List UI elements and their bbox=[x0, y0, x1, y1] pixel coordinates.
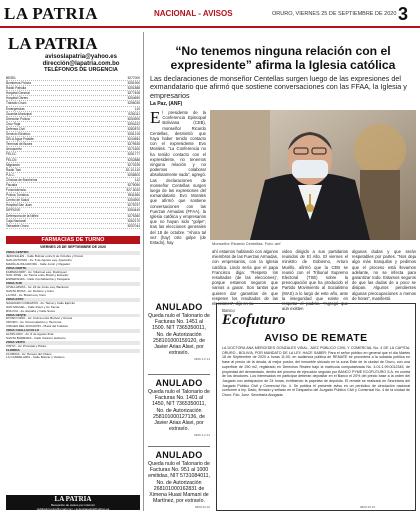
phone-number[interactable]: 5251888 bbox=[127, 86, 140, 91]
phone-number[interactable]: 5254440 bbox=[127, 208, 140, 213]
bank-logo-prefix: Banco bbox=[222, 308, 235, 313]
phone-label: Hospital General bbox=[6, 91, 30, 96]
bishop-photo-illustration bbox=[210, 110, 416, 240]
auction-body: LA DOCTORA ANA MERCEDES GONZALES VIDAL, JUEZ PÚBLICO CIVIL Y COMERCIAL No. 4 DE LA CAPITAL ORURO - BOLIVIA, POR MANDATO DE LA LEY, HACE SABER: Para el señor público en general que el día Martes 18 de Septiembre de 2020 a horas 11:00, en audiencia pública de REMATE se procederá a la subasta pública en base al precio de la deuda, al mejor postor, del inmueble ubicado en la zona Este de la ciudad de Oruro, con una superficie de 250 m2, registrado en Derechos Reales bajo la matrícula computarizada No. 4.01.1.99.0012345, de propiedad del demandado, dentro del proceso de ejecución seguido por BANCO PYME ECOFUTURO S.A. en contra de los deudores. Los interesados en participar deberán depositar en el Banco el 20% del precio base a la orden del Juzgado con anticipación de 24 horas, exhibiendo la papeleta de depósito. El remate se realizará en Secretaría del Juzgado Público Civil y Comercial No. 4. Se publica el presente aviso en un periódico de circulación nacional conforme a ley. Dado, firmado y sellado en el Despacho del Juzgado Público Civil y Comercial No. 4 de la ciudad de Oruro. Fdo. Juez. Secretaria Abogada. bbox=[222, 346, 410, 398]
article-lead: Las declaraciones de monseñor Centellas surgen luego de las expresiones del exmandatario que afirmó que sostiene conversaciones con las FFAA, la Iglesia y empresarios bbox=[150, 74, 407, 100]
phone-label: Hospital Obrero bbox=[6, 96, 29, 101]
phone-label: Clínicas de Bomberos bbox=[6, 177, 38, 182]
footer-text-2: publiquimyotro@gmail.com • avisoslapatria@yahoo.es bbox=[36, 507, 110, 511]
phone-label: Fonoviolencia bbox=[6, 188, 26, 193]
pharmacy-item: LA PAZ - Av. Brasil esq. Caro bbox=[6, 292, 46, 297]
phone-label: Dirección Policía bbox=[6, 116, 30, 121]
pharmacy-item: ALTIPLANO - Av. 6 de Agosto final bbox=[6, 332, 54, 337]
phone-label: Guardia Municipal bbox=[6, 111, 32, 116]
phone-label: Servicio Eléctrico bbox=[6, 132, 31, 137]
pharmacy-item: SANTA BÁRBARA - Calle Velasco Galvarro bbox=[6, 335, 66, 340]
pharmacy-item: JERUSALÉN - Calle Bolívar entre 6 de Octubre y Potosí bbox=[6, 253, 84, 258]
article-column-2: ahí estamos hablando con algunos miembros de las Fuerzas Armadas, con empresarios, con la Iglesia católica. Lindo sería que el papa Francisco diga: ‘Respeto los resultados (de las elecciones)’, porque estamos seguros que vamos a ganar. Son tantos que quieren dar garantías de que respeten los resultados de las elecciones”, dijo en su bbox=[212, 249, 278, 307]
phone-number[interactable]: 5254900 bbox=[127, 116, 140, 121]
phone-number[interactable]: 5244554 bbox=[127, 137, 140, 142]
pharmacy-item: ESPERANZA - Calle Cochabamba y Tarapacá bbox=[6, 277, 70, 282]
phone-number[interactable]: 112 bbox=[134, 177, 140, 182]
footer-title: LA PATRIA bbox=[54, 495, 92, 503]
phone-label: Defensa Civil bbox=[6, 126, 25, 131]
phone-number[interactable]: 5251900 bbox=[127, 81, 140, 86]
phone-number[interactable]: 110 bbox=[134, 106, 140, 111]
phone-label: Centro de Salud bbox=[6, 198, 30, 203]
column-1-text: l presidente de la Conferencia Episcopal Boliviana (CEB), monseñor Ricardo Centellas, desmintió que haya haber tenido contacto con el expresidente Evo Morales. “La Conferencia no ha tenido contacto con el expresidente, no tenemos ninguna relación y no podemos colaborar absolutamente nada”, agregó. Las declaraciones de monseñor Centellas surgen luego de las expresiones del exmandatario Evo Morales que afirmó que sostiene conversaciones con las Fuerzas Armadas (FFAA), la Iglesia católica y empresarios que no hayan sido “golpe”, tras las elecciones generales del 18 de octubre. “Ahora tal vez (hay) otro golpe (de Estado), hay bbox=[150, 110, 206, 246]
phone-number[interactable]: 52-10-110 bbox=[125, 167, 140, 172]
pharmacy-item: LA CANDELARIA - Calle Bolívar y Velasco bbox=[6, 355, 65, 360]
phones-title: TELÉFONOS DE URGENCIA bbox=[44, 67, 118, 73]
phone-number[interactable]: 5270239 bbox=[127, 162, 140, 167]
bank-logo bbox=[222, 308, 316, 328]
phone-label: DIPROVE bbox=[6, 208, 21, 213]
notice-ref: 0309 1-2 14 bbox=[193, 357, 210, 362]
notice-annulled-1 bbox=[148, 302, 210, 361]
phone-number[interactable]: 5277408 bbox=[127, 91, 140, 96]
pharmacy-zone: ZONA OESTE bbox=[6, 314, 140, 318]
pharmacy-zone: FLORIDA bbox=[6, 349, 140, 353]
email-link-2[interactable]: dirección@lapatria.com.bo bbox=[42, 61, 120, 67]
phone-number[interactable]: 5251215 bbox=[127, 132, 140, 137]
notice-title: ANULADO bbox=[155, 378, 203, 388]
phone-label: FELCC bbox=[6, 152, 17, 157]
section-label: NACIONAL - AVISOS bbox=[154, 9, 233, 18]
phone-label: Caja Nacional bbox=[6, 218, 26, 223]
phone-label: Telecable Oruro bbox=[6, 223, 29, 228]
phone-number[interactable]: 5262170 bbox=[127, 218, 140, 223]
pharmacy-item: MARÍA AUXILIADORA - Calle Junín y Pagador bbox=[6, 261, 71, 266]
phone-number[interactable]: 5251111 bbox=[128, 111, 140, 116]
phone-number[interactable]: 5282870 bbox=[127, 126, 140, 131]
phone-label: Radio Patrulla bbox=[6, 86, 27, 91]
pharmacy-header: FARMACIAS DE TURNO bbox=[6, 236, 140, 244]
sidebar-footer bbox=[6, 495, 140, 510]
phone-label: Radio Taxi bbox=[6, 167, 21, 172]
phone-label: P.A.C. bbox=[6, 172, 15, 177]
notice-annulled-2 bbox=[148, 378, 210, 437]
phone-label: Aeropuerto bbox=[6, 147, 22, 152]
drop-cap: E bbox=[150, 108, 161, 127]
phone-number[interactable]: 5258500 bbox=[127, 172, 140, 177]
auction-title: AVISO DE REMATE bbox=[264, 332, 368, 344]
pharmacy-date: VIERNES 25 DE SEPTIEMBRE DE 2020 bbox=[39, 245, 107, 249]
photo-caption: Monseñor Ricardo Centellas. Foto: anf bbox=[212, 241, 281, 246]
pharmacy-item: FARMACORP - Av. Villarroel esq. Rodríguez bbox=[6, 269, 67, 274]
pharmacy-zone: ZONA VINTO bbox=[6, 341, 140, 345]
phone-number[interactable]: 5275757 bbox=[127, 203, 140, 208]
phone-number[interactable]: 5257044 bbox=[127, 223, 140, 228]
email-link-1[interactable]: avisoslapatria@yahoo.es bbox=[45, 54, 117, 60]
phone-number[interactable]: 5271600 bbox=[127, 147, 140, 152]
sidebar-logo: LA PATRIA bbox=[8, 34, 98, 53]
bank-logo-name: Ecofuturo bbox=[222, 312, 286, 328]
masthead: LA PATRIA bbox=[4, 4, 99, 23]
phone-label: Bomberos Policía bbox=[6, 81, 31, 86]
article-column-4: algunas dudas y que serán respetables por partes. “Nos deja algo más tranquilos y pedimos que el proceso está llevamos adelante, no se infecta para garantizar todo. Estamos seguros de que las dudas de a poco se disipan. Algunos pendientes algunas preocupaciones a menos de horas”, manifestó. bbox=[352, 249, 416, 301]
phone-number[interactable]: 5256030 bbox=[127, 101, 140, 106]
phone-label: Policía Turística bbox=[6, 193, 29, 198]
phone-number[interactable]: 527-5020 bbox=[126, 188, 140, 193]
phone-number[interactable]: 5277000 bbox=[127, 76, 140, 80]
phone-label: FELCN bbox=[6, 157, 17, 162]
pharmacy-item: SAGRADO CORAZÓN - Av. Tacna y Calle Ejército bbox=[6, 300, 76, 305]
pharmacy-item: CHALLAPATA - Av. 24 de Junio esq. Backovic bbox=[6, 285, 69, 290]
phone-number[interactable]: 5254690 bbox=[127, 96, 140, 101]
notice-ref: 0829 23 10 bbox=[194, 505, 210, 510]
notice-ref: 0309 1-2 14 bbox=[193, 433, 210, 438]
article-headline: “No tenemos ninguna relación con el expresidente” afirma la Iglesia católica bbox=[170, 44, 396, 72]
phone-label: Emergencias bbox=[6, 106, 25, 111]
phone-label: Tránsito Oruro bbox=[6, 101, 27, 106]
article-column-1 bbox=[150, 110, 206, 245]
pharmacy-item: SANTA ROSA - Av. Dehene y Caro bbox=[6, 289, 54, 294]
pharmacy-item: ORURO - Av. Circunvalación y Heroínas bbox=[6, 320, 62, 325]
notice-annulled-3 bbox=[148, 450, 210, 509]
pharmacy-item: FLORIDA - Av. Héroes del Chaco bbox=[6, 351, 52, 356]
notice-body: Queda nulo el Talonario de Facturas No. 1451 al 1500. NIT 7365350011, No. de Autorización 258101000159120, de Javier Arias Alavi, por extravío. bbox=[148, 313, 210, 357]
pharmacy-zone: ZONA CHALLACOLLO bbox=[6, 329, 140, 333]
phone-label: Defensoría de la Niñez bbox=[6, 213, 39, 218]
pharmacy-zone: ZONA NORTE bbox=[6, 267, 140, 271]
phone-number[interactable]: 5251777 bbox=[127, 152, 140, 157]
phone-label: Cruz Roja bbox=[6, 121, 21, 126]
article-column-3: video dirigido a sus partidarios reunidos de El Alto. El viernes el ministro de Gobierno, Arturo Murillo, afirmó que la CEB se reunió con el Tribunal Supremo Electoral (TSE) sobre la preocupación que ha producido el Partido Movimiento al Socialismo (MAS) a lo largo de este año, ante la inseguridad que existe en respetar el padrón. “Agregó que aún existen bbox=[282, 249, 348, 312]
phone-number[interactable]: 5275050 bbox=[127, 182, 140, 187]
phone-row bbox=[6, 224, 140, 229]
pharmacy-zone: ZONA ESTE bbox=[6, 298, 140, 302]
notice-title: ANULADO bbox=[155, 450, 203, 460]
notice-body: Queda nulo el Talonario de Facturas No. 1401 al 1450, NIT 7365350011, No. de Autorización 258101000127136, de Javier Arias Alavi, por extravío. bbox=[148, 389, 210, 433]
pharmacy-zone: ZONA CENTRO bbox=[6, 251, 140, 255]
phone-label: BESEL bbox=[6, 76, 17, 80]
pharmacy-item: SAN MIGUEL - Calle Petot y Av. Tacna bbox=[6, 304, 60, 309]
notice-divider bbox=[148, 446, 210, 447]
pharmacy-item: BOLIVIA - Av. España y Calle Sucre bbox=[6, 308, 56, 313]
pharmacy-item: DIVINO NIÑO - Av. Cívica entre Bolívar y Aroma bbox=[6, 316, 73, 321]
dateline: ORURO, VIERNES 25 DE SEPTIEMBRE DE 2020 bbox=[272, 11, 397, 17]
pharmacy-item: VINTO - Av. Principal y Plaza bbox=[6, 343, 46, 348]
footer-text-1: Recepción de avisos por internet: bbox=[50, 503, 96, 507]
notice-body: Queda nulo el Talonario de Facturas No. 951 al 1000 emitidas, NIT 5731084011, No. de Autorización 268101000162831 de Ximena Huasi Mamani de Martínez, por extravío. bbox=[148, 461, 210, 505]
pharmacy-item: SAN ANTONIO - Av. 6 de Agosto esq. Ayacucho bbox=[6, 257, 72, 262]
phone-number[interactable]: 5279535 bbox=[127, 142, 140, 147]
phone-label: Fiscalía bbox=[6, 182, 17, 187]
sidebar-emails bbox=[26, 54, 136, 68]
phone-number[interactable]: 5254222 bbox=[127, 121, 140, 126]
pharmacy-zone: ZONA SUD bbox=[6, 282, 140, 286]
page-number: 3 bbox=[398, 4, 409, 24]
pharmacy-item: SAN JOSÉ - Av. Tacna entre Brasil y Ecuador bbox=[6, 273, 69, 278]
phone-number[interactable]: 5254900 bbox=[127, 198, 140, 203]
article-byline: La Paz, (ANF) bbox=[150, 101, 183, 107]
notice-divider bbox=[148, 374, 210, 375]
article-photo bbox=[210, 110, 416, 240]
phone-number[interactable]: 5511560 bbox=[127, 193, 140, 198]
notice-title: ANULADO bbox=[155, 302, 203, 312]
phone-label: Terminal de Buses bbox=[6, 142, 33, 147]
phone-list bbox=[6, 76, 140, 229]
phone-label: Migración bbox=[6, 162, 20, 167]
auction-ref: 0829 23 23 bbox=[360, 505, 376, 509]
phone-number[interactable]: 5276360 bbox=[127, 213, 140, 218]
phone-label: SELA Agua Potable bbox=[6, 137, 34, 142]
pharmacy-list bbox=[6, 251, 140, 360]
phone-number[interactable]: 5252888 bbox=[127, 157, 140, 162]
phone-label: Hospital San Juan bbox=[6, 203, 32, 208]
pharmacy-item: VIRGEN DEL SOCAVÓN - Plaza del Folklore bbox=[6, 324, 69, 329]
